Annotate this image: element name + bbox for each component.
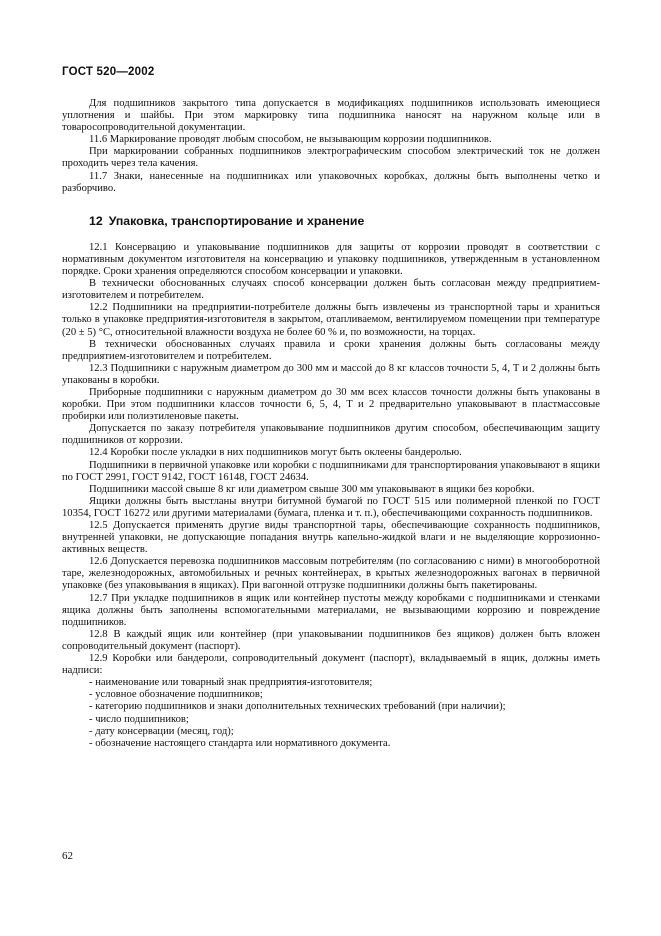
list-item: - наименование или товарный знак предприятия-изготовителя; [89,677,600,689]
paragraph: 12.5 Допускается применять другие виды транспортной тары, обеспечивающие сохранность подшипников, внутренней упаковки, не допускающие попадания внутрь капельно-жидкой влаги и не выделяющие коррозионно-активных веществ. [62,520,600,556]
paragraph: Ящики должны быть выстланы внутри битумной бумагой по ГОСТ 515 или полимерной пленкой по ГОСТ 10354, ГОСТ 16272 или другими материалами (бумага, пленка и т. п.), обеспечивающими сохранность подшипников. [62,495,600,519]
paragraph: 12.6 Допускается перевозка подшипников массовым потребителям (по согласованию с ними) в многооборотной таре, железнодорожных, автомобильных и речных контейнерах, в крытых железнодорожных вагонах в первичной упаковке (без упаковывания в ящиках). При вагонной отгрузке подшипники должны быть пакетированы. [62,556,600,592]
list-item: - дату консервации (месяц, год); [89,726,600,738]
paragraph: При маркировании собранных подшипников электрографическим способом электрический ток не должен проходить через тела качения. [62,146,600,170]
paragraph: 12.8 В каждый ящик или контейнер (при упаковывании подшипников без ящиков) должен быть вложен сопроводительный документ (паспорт). [62,628,600,652]
section-heading [89,215,600,227]
paragraph: 12.9 Коробки или бандероли, сопроводительный документ (паспорт), вкладываемый в ящик, должны иметь надписи: [62,653,600,677]
paragraph: 12.4 Коробки после укладки в них подшипников могут быть оклеены бандеролью. [89,447,462,459]
document-header: ГОСТ 520—2002 [62,66,155,78]
label-list [62,677,600,750]
paragraph: Для подшипников закрытого типа допускается в модификациях подшипников использовать имеющиеся уплотнения и шайбы. При этом маркировку типа подшипника наносят на наружном кольце или в товаросопроводительной документации. [62,98,600,134]
paragraph: 11.7 Знаки, нанесенные на подшипниках или упаковочных коробках, должны быть выполнены четко и разборчиво. [62,170,600,194]
page-number: 62 [62,850,73,862]
section-number: 12 [89,213,103,228]
list-item: - категорию подшипников и знаки дополнительных технических требований (при наличии); [89,701,600,713]
paragraph: 12.7 При укладке подшипников в ящик или контейнер пустоты между коробками с подшипниками и стенками ящика должны быть заполнены вспомогательными материалами, не вызывающими коррозию и повреждение подшипников. [62,592,600,628]
list-item: - обозначение настоящего стандарта или нормативного документа. [89,738,600,750]
paragraph: Допускается по заказу потребителя упаковывание подшипников другим способом, обеспечивающим защиту подшипников от коррозии. [62,423,600,447]
paragraph: Приборные подшипники с наружным диаметром до 30 мм всех классов точности должны быть упакованы в коробки. При этом подшипники классов точности 6, 5, 4, Т и 2 предварительно упаковывают в пластмассовые пробирки или полиэтиленовые пакеты. [62,386,600,423]
paragraph: Подшипники массой свыше 8 кг или диаметром свыше 300 мм упаковывают в ящики без коробки. [89,483,535,495]
paragraph: 12.1 Консервацию и упаковывание подшипников для защиты от коррозии проводят в соответствии с нормативным документом изготовителя на консервацию и упаковку подшипников, утвержденным в установленном порядке. Сроки хранения определяются способом консервации и упаковки. [62,241,600,278]
list-item: - число подшипников; [89,714,600,726]
paragraph: 12.3 Подшипники с наружным диаметром до 300 мм и массой до 8 кг классов точности 5, 4, Т и 2 должны быть упакованы в коробки. [62,362,600,386]
list-item: - условное обозначение подшипников; [89,689,600,701]
section-title: Упаковка, транспортирование и хранение [108,213,365,228]
paragraph: Подшипники в первичной упаковке или коробки с подшипниками для транспортирования упаковывают в ящики по ГОСТ 2991, ГОСТ 9142, ГОСТ 16148, ГОСТ 24634. [62,459,600,483]
paragraph: 12.2 Подшипники на предприятии-потребителе должны быть извлечены из транспортной тары и храниться только в упаковке предприятия-изготовителя в закрытом, отапливаемом, вентилируемом помещении при температуре (20 ± 5) °С, относительной влажности воздуха не более 60 % и, по возможности, на торцах. [62,302,600,338]
paragraph: В технически обоснованных случаях способ консервации должен быть согласован между предприятием-изготовителем и потребителем. [62,278,600,302]
document-body [62,98,600,750]
paragraph: В технически обоснованных случаях правила и сроки хранения должны быть согласованы между предприятием-изготовителем и потребителем. [62,338,600,362]
paragraph: 11.6 Маркирование проводят любым способом, не вызывающим коррозии подшипников. [89,134,492,146]
